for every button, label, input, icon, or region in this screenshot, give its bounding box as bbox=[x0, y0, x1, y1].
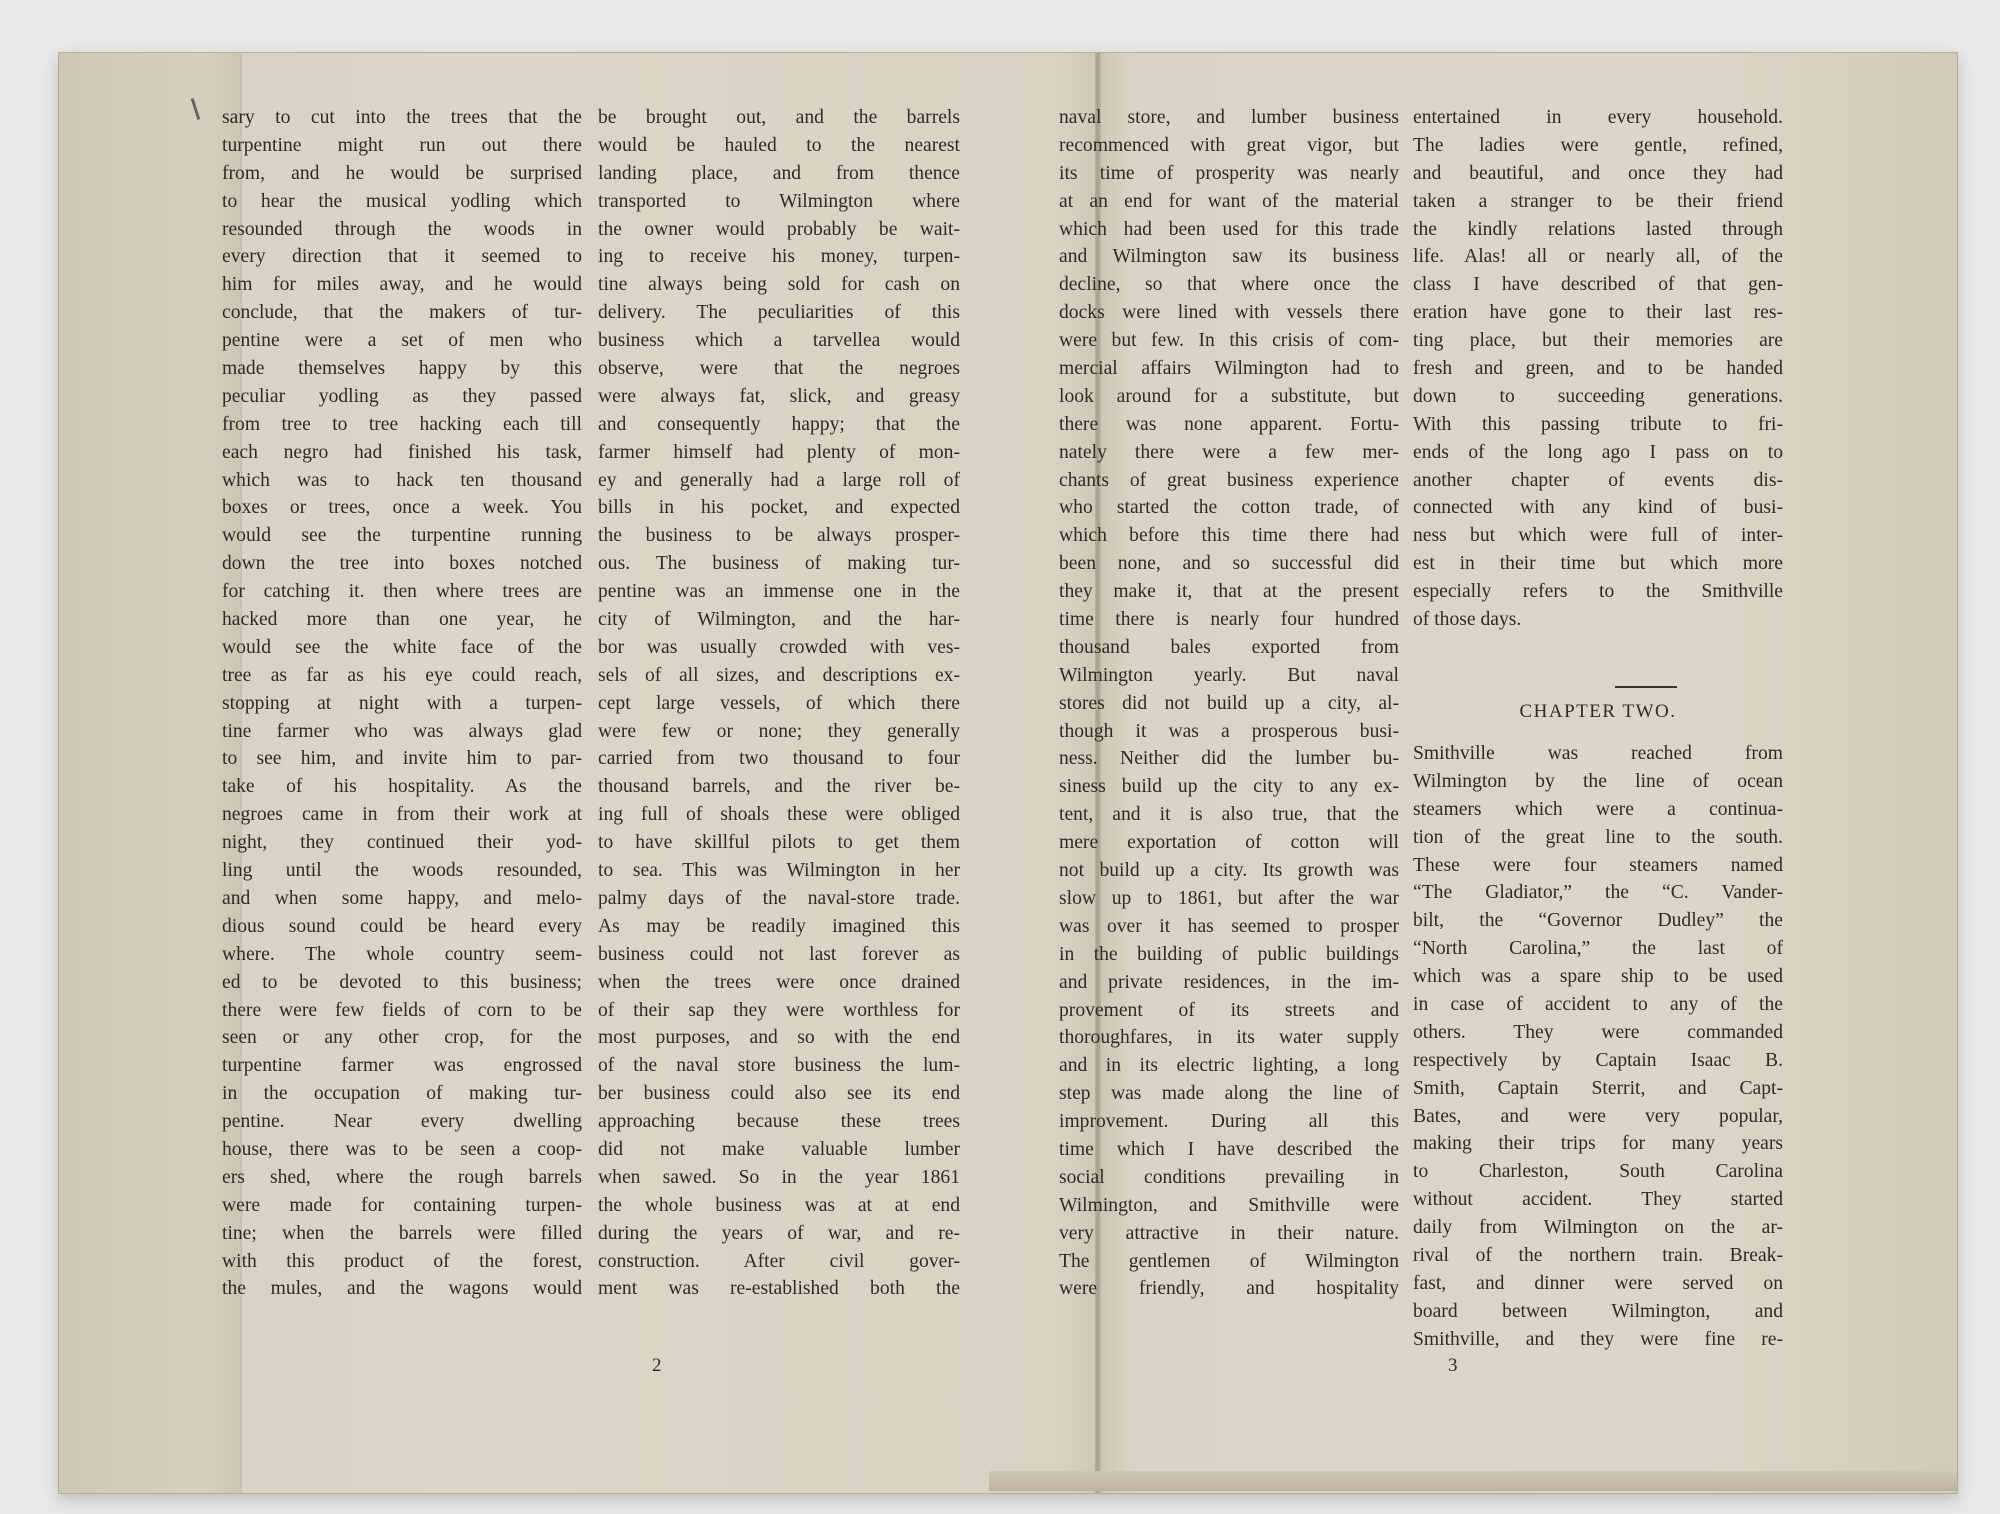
text-line: With this passing tribute to fri- bbox=[1413, 413, 1783, 435]
right-page-column-2-bottom bbox=[1413, 740, 1783, 1354]
text-line: who started the cotton trade, of bbox=[1059, 497, 1399, 519]
text-line: night, they continued their yod- bbox=[222, 832, 582, 854]
text-line: would see the turpentine running bbox=[222, 525, 582, 547]
text-line: Smithville, and they were fine re- bbox=[1413, 1328, 1783, 1350]
text-line: at an end for want of the material bbox=[1059, 190, 1399, 212]
text-line: stopping at night with a turpen- bbox=[222, 692, 582, 714]
text-line: did not make valuable lumber bbox=[598, 1138, 960, 1160]
text-line: “The Gladiator,” the “C. Vander- bbox=[1413, 882, 1783, 904]
text-line: board between Wilmington, and bbox=[1413, 1300, 1783, 1322]
text-line: ous. The business of making tur- bbox=[598, 553, 960, 575]
text-line: nately there were a few mer- bbox=[1059, 441, 1399, 463]
text-line: which had been used for this trade bbox=[1059, 218, 1399, 240]
page-number-left: 2 bbox=[652, 1355, 662, 1376]
text-line: been none, and so successful did bbox=[1059, 553, 1399, 575]
text-line: very attractive in their nature. bbox=[1059, 1222, 1399, 1244]
text-line: the kindly relations lasted through bbox=[1413, 218, 1783, 240]
text-line: with this product of the forest, bbox=[222, 1250, 582, 1272]
text-line: connected with any kind of busi- bbox=[1413, 497, 1783, 519]
text-line: and consequently happy; that the bbox=[598, 413, 960, 435]
text-line: to have skillful pilots to get them bbox=[598, 832, 960, 854]
text-line: in case of accident to any of the bbox=[1413, 994, 1783, 1016]
text-line: improvement. During all this bbox=[1059, 1111, 1399, 1133]
text-line: The ladies were gentle, refined, bbox=[1413, 134, 1783, 156]
text-line: resounded through the woods in bbox=[222, 218, 582, 240]
text-line: Smithville was reached from bbox=[1413, 743, 1783, 764]
text-line: stores did not build up a city, al- bbox=[1059, 692, 1399, 714]
text-line: rival of the northern train. Break- bbox=[1413, 1245, 1783, 1267]
text-line: thoroughfares, in its water supply bbox=[1059, 1027, 1399, 1049]
text-line: business which a tarvellea would bbox=[598, 330, 960, 352]
text-line: recommenced with great vigor, but bbox=[1059, 134, 1399, 156]
text-line: social conditions prevailing in bbox=[1059, 1166, 1399, 1188]
text-line: and beautiful, and once they had bbox=[1413, 162, 1783, 184]
text-line: ing full of shoals these were obliged bbox=[598, 804, 960, 826]
text-line: made themselves happy by this bbox=[222, 358, 582, 380]
text-line: ling until the woods resounded, bbox=[222, 860, 582, 882]
text-line: though it was a prosperous busi- bbox=[1059, 720, 1399, 742]
text-line: tree as far as his eye could reach, bbox=[222, 664, 582, 686]
left-flap-page bbox=[59, 53, 242, 1493]
text-line: conclude, that the makers of tur- bbox=[222, 302, 582, 324]
text-line: siness build up the city to any ex- bbox=[1059, 776, 1399, 798]
text-line: chants of great business experience bbox=[1059, 469, 1399, 491]
text-line: which was a spare ship to be used bbox=[1413, 966, 1783, 988]
text-line: would see the white face of the bbox=[222, 636, 582, 658]
text-line: transported to Wilmington where bbox=[598, 190, 960, 212]
text-line: of the naval store business the lum- bbox=[598, 1055, 960, 1077]
text-line: docks were lined with vessels there bbox=[1059, 302, 1399, 324]
text-line: tine always being sold for cash on bbox=[598, 274, 960, 296]
text-line: seen or any other crop, for the bbox=[222, 1027, 582, 1049]
text-line: sary to cut into the trees that the bbox=[222, 107, 582, 128]
text-line: would be hauled to the nearest bbox=[598, 134, 960, 156]
text-line: which was to hack ten thousand bbox=[222, 469, 582, 491]
text-line: ment was re-established both the bbox=[598, 1278, 960, 1300]
text-line: “North Carolina,” the last of bbox=[1413, 938, 1783, 960]
text-line: to see him, and invite him to par- bbox=[222, 748, 582, 770]
text-line: ey and generally had a large roll of bbox=[598, 469, 960, 491]
text-line: thousand barrels, and the river be- bbox=[598, 776, 960, 798]
text-line: The gentlemen of Wilmington bbox=[1059, 1250, 1399, 1272]
text-line: were made for containing turpen- bbox=[222, 1194, 582, 1216]
text-line: provement of its streets and bbox=[1059, 999, 1399, 1021]
text-line: to hear the musical yodling which bbox=[222, 190, 582, 212]
text-line: the business to be always prosper- bbox=[598, 525, 960, 547]
text-line: others. They were commanded bbox=[1413, 1021, 1783, 1043]
text-line: mere exportation of cotton will bbox=[1059, 832, 1399, 854]
text-line: every direction that it seemed to bbox=[222, 246, 582, 268]
text-line: down to succeeding generations. bbox=[1413, 385, 1783, 407]
text-line: approaching because these trees bbox=[598, 1111, 960, 1133]
text-line: fresh and green, and to be handed bbox=[1413, 358, 1783, 380]
text-line: ers shed, where the rough barrels bbox=[222, 1166, 582, 1188]
text-line: carried from two thousand to four bbox=[598, 748, 960, 770]
text-line: of their sap they were worthless for bbox=[598, 999, 960, 1021]
text-line: pentine were a set of men who bbox=[222, 330, 582, 352]
text-line: tine farmer who was always glad bbox=[222, 720, 582, 742]
text-line: during the years of war, and re- bbox=[598, 1222, 960, 1244]
text-line: which before this time there had bbox=[1059, 525, 1399, 547]
text-line: Wilmington by the line of ocean bbox=[1413, 770, 1783, 792]
text-line: look around for a substitute, but bbox=[1059, 385, 1399, 407]
text-line: mercial affairs Wilmington had to bbox=[1059, 358, 1399, 380]
text-line: where. The whole country seem- bbox=[222, 943, 582, 965]
text-line: bills in his pocket, and expected bbox=[598, 497, 960, 519]
text-line: eration have gone to their last res- bbox=[1413, 302, 1783, 324]
text-line: Smith, Captain Sterrit, and Capt- bbox=[1413, 1077, 1783, 1099]
right-page-column-2-top bbox=[1413, 104, 1783, 634]
text-line: ness but which were full of inter- bbox=[1413, 525, 1783, 547]
text-line: ends of the long ago I pass on to bbox=[1413, 441, 1783, 463]
text-line: negroes came in from their work at bbox=[222, 804, 582, 826]
text-line: of those days. bbox=[1413, 609, 1522, 631]
text-line: him for miles away, and he would bbox=[222, 274, 582, 296]
text-line: in the occupation of making tur- bbox=[222, 1083, 582, 1105]
text-line: fast, and dinner were served on bbox=[1413, 1272, 1783, 1294]
left-page-column-2 bbox=[598, 104, 960, 1303]
text-line: slow up to 1861, but after the war bbox=[1059, 887, 1399, 909]
text-line: and private residences, in the im- bbox=[1059, 971, 1399, 993]
text-line: were friendly, and hospitality bbox=[1059, 1278, 1399, 1300]
text-line: Bates, and were very popular, bbox=[1413, 1105, 1783, 1127]
text-line: ing to receive his money, turpen- bbox=[598, 246, 960, 268]
text-line: they make it, that at the present bbox=[1059, 581, 1399, 603]
text-line: pentine. Near every dwelling bbox=[222, 1111, 582, 1133]
text-line: most purposes, and so with the end bbox=[598, 1027, 960, 1049]
chapter-divider-rule bbox=[1615, 686, 1677, 688]
text-line: landing place, and from thence bbox=[598, 162, 960, 184]
text-line: turpentine farmer was engrossed bbox=[222, 1055, 582, 1077]
left-page-column-1 bbox=[222, 104, 582, 1303]
chapter-heading: CHAPTER TWO. bbox=[1519, 701, 1677, 722]
text-line: without accident. They started bbox=[1413, 1189, 1783, 1211]
text-line: bilt, the “Governor Dudley” the bbox=[1413, 910, 1783, 932]
text-line: boxes or trees, once a week. You bbox=[222, 497, 582, 519]
text-line: house, there was to be seen a coop- bbox=[222, 1138, 582, 1160]
page-number-right: 3 bbox=[1448, 1355, 1458, 1376]
text-line: for catching it. then where trees are bbox=[222, 581, 582, 603]
text-line: especially refers to the Smithville bbox=[1413, 581, 1783, 603]
text-line: were but few. In this crisis of com- bbox=[1059, 330, 1399, 352]
text-line: hacked more than one year, he bbox=[222, 609, 582, 631]
text-line: and Wilmington saw its business bbox=[1059, 246, 1399, 268]
text-line: not build up a city. Its growth was bbox=[1059, 860, 1399, 882]
right-page-column-1 bbox=[1059, 104, 1399, 1303]
text-line: delivery. The peculiarities of this bbox=[598, 302, 960, 324]
text-line: another chapter of events dis- bbox=[1413, 469, 1783, 491]
text-line: were always fat, slick, and greasy bbox=[598, 385, 960, 407]
text-line: city of Wilmington, and the har- bbox=[598, 609, 960, 631]
text-line: to Charleston, South Carolina bbox=[1413, 1161, 1783, 1183]
text-line: observe, were that the negroes bbox=[598, 358, 960, 380]
text-line: the owner would probably be wait- bbox=[598, 218, 960, 240]
text-line: dious sound could be heard every bbox=[222, 915, 582, 937]
text-line: life. Alas! all or nearly all, of the bbox=[1413, 246, 1783, 268]
text-line: class I have described of that gen- bbox=[1413, 274, 1783, 296]
text-line: peculiar yodling as they passed bbox=[222, 385, 582, 407]
text-line: cept large vessels, of which there bbox=[598, 692, 960, 714]
text-line: decline, so that where once the bbox=[1059, 274, 1399, 296]
text-line: each negro had finished his task, bbox=[222, 441, 582, 463]
text-line: Wilmington, and Smithville were bbox=[1059, 1194, 1399, 1216]
text-line: was over it has seemed to prosper bbox=[1059, 915, 1399, 937]
text-line: there was none apparent. Fortu- bbox=[1059, 413, 1399, 435]
text-line: the mules, and the wagons would bbox=[222, 1278, 582, 1300]
text-line: tion of the great line to the south. bbox=[1413, 826, 1783, 848]
text-line: take of his hospitality. As the bbox=[222, 776, 582, 798]
text-line: respectively by Captain Isaac B. bbox=[1413, 1049, 1783, 1071]
text-line: tine; when the barrels were filled bbox=[222, 1222, 582, 1244]
text-line: pentine was an immense one in the bbox=[598, 581, 960, 603]
text-line: from tree to tree hacking each till bbox=[222, 413, 582, 435]
text-line: from, and he would be surprised bbox=[222, 162, 582, 184]
text-line: thousand bales exported from bbox=[1059, 636, 1399, 658]
text-line: As may be readily imagined this bbox=[598, 915, 960, 937]
text-line: bor was usually crowded with ves- bbox=[598, 636, 960, 658]
text-line: farmer himself had plenty of mon- bbox=[598, 441, 960, 463]
text-line: be brought out, and the barrels bbox=[598, 107, 960, 128]
text-line: there were few fields of corn to be bbox=[222, 999, 582, 1021]
text-line: step was made along the line of bbox=[1059, 1083, 1399, 1105]
text-line: making their trips for many years bbox=[1413, 1133, 1783, 1155]
text-line: ness. Neither did the lumber bu- bbox=[1059, 748, 1399, 770]
text-line: its time of prosperity was nearly bbox=[1059, 162, 1399, 184]
text-line: These were four steamers named bbox=[1413, 854, 1783, 876]
text-line: taken a stranger to be their friend bbox=[1413, 190, 1783, 212]
text-line: in the building of public buildings bbox=[1059, 943, 1399, 965]
page-bottom-edge bbox=[989, 1471, 1957, 1491]
text-line: turpentine might run out there bbox=[222, 134, 582, 156]
text-line: time there is nearly four hundred bbox=[1059, 609, 1399, 631]
text-line: ber business could also see its end bbox=[598, 1083, 960, 1105]
text-line: to sea. This was Wilmington in her bbox=[598, 860, 960, 882]
text-line: ed to be devoted to this business; bbox=[222, 971, 582, 993]
text-line: Wilmington yearly. But naval bbox=[1059, 664, 1399, 686]
text-line: were few or none; they generally bbox=[598, 720, 960, 742]
text-line: construction. After civil gover- bbox=[598, 1250, 960, 1272]
text-line: sels of all sizes, and descriptions ex- bbox=[598, 664, 960, 686]
text-line: palmy days of the naval-store trade. bbox=[598, 887, 960, 909]
text-line: the whole business was at at end bbox=[598, 1194, 960, 1216]
text-line: ting place, but their memories are bbox=[1413, 330, 1783, 352]
text-line: time which I have described the bbox=[1059, 1138, 1399, 1160]
text-line: entertained in every household. bbox=[1413, 107, 1783, 128]
text-line: steamers which were a continua- bbox=[1413, 798, 1783, 820]
text-line: est in their time but which more bbox=[1413, 553, 1783, 575]
text-line: naval store, and lumber business bbox=[1059, 107, 1399, 128]
text-line: down the tree into boxes notched bbox=[222, 553, 582, 575]
text-line: daily from Wilmington on the ar- bbox=[1413, 1217, 1783, 1239]
text-line: business could not last forever as bbox=[598, 943, 960, 965]
text-line: when the trees were once drained bbox=[598, 971, 960, 993]
text-line: when sawed. So in the year 1861 bbox=[598, 1166, 960, 1188]
text-line: and when some happy, and melo- bbox=[222, 887, 582, 909]
text-line: tent, and it is also true, that the bbox=[1059, 804, 1399, 826]
text-line: and in its electric lighting, a long bbox=[1059, 1055, 1399, 1077]
